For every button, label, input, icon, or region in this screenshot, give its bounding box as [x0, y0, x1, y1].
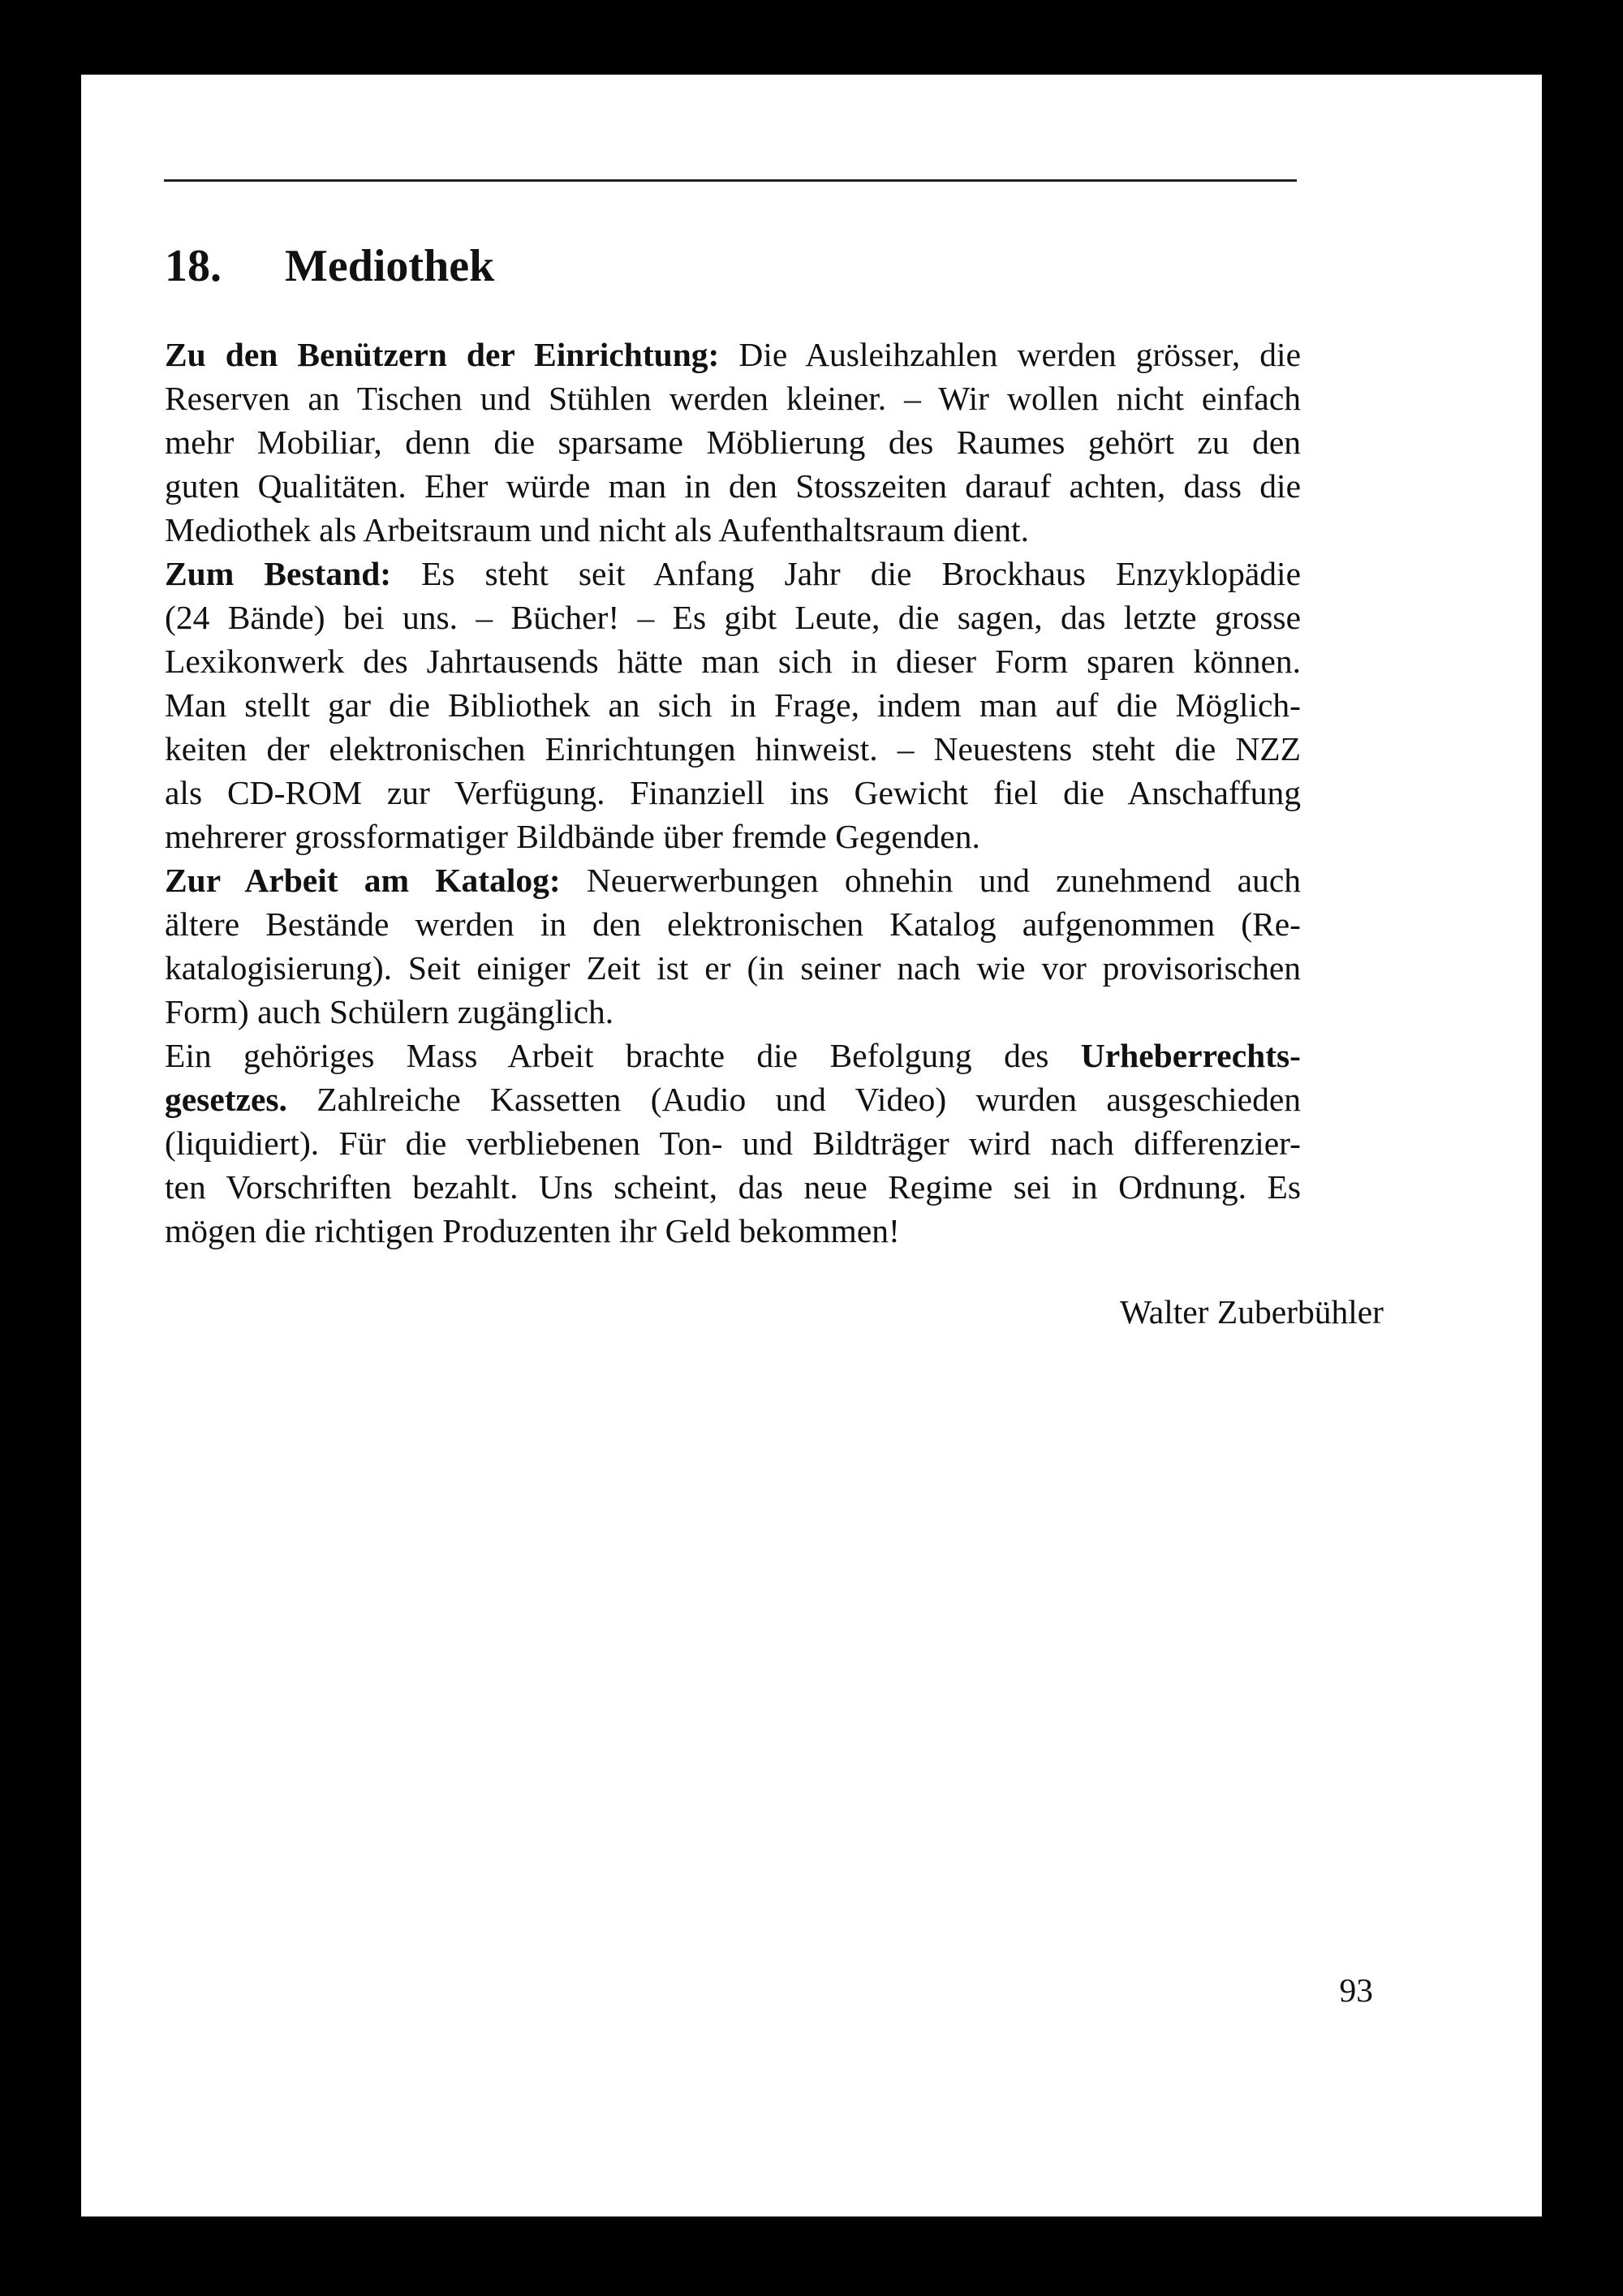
text-line: katalogisierung). Seit einiger Zeit ist er (in seiner nach wie vor provisorischen [165, 949, 1301, 987]
text-line: als CD-ROM zur Verfügung. Finanziell ins Gewicht fiel die Anschaffung [165, 774, 1301, 811]
text-line: (24 Bände) bei uns. – Bücher! – Es gibt Leute, die sagen, das letzte grosse [165, 599, 1301, 636]
author-signature: Walter Zuberbühler [1119, 1293, 1384, 1331]
header-rule [164, 179, 1297, 182]
text-line: Zu den Benützern der Einrichtung: Die Ausleihzahlen werden grösser, die [165, 336, 1301, 373]
text-line: mehr Mobiliar, denn die sparsame Möblierung des Raumes gehört zu den [165, 424, 1301, 461]
text-line: Zum Bestand: Es steht seit Anfang Jahr die Brockhaus Enzyklopädie [165, 555, 1301, 592]
page-number: 93 [1339, 1971, 1373, 2009]
section-title: Mediothek [285, 241, 495, 291]
text-line: ältere Bestände werden in den elektronischen Katalog aufgenommen (Re- [165, 905, 1301, 943]
text-line: Zur Arbeit am Katalog: Neuerwerbungen ohnehin und zunehmend auch [165, 862, 1301, 899]
text-line: ten Vorschriften bezahlt. Uns scheint, das neue Regime sei in Ordnung. Es [165, 1168, 1301, 1206]
text-line: Man stellt gar die Bibliothek an sich in Frage, indem man auf die Möglich- [165, 686, 1301, 724]
text-line: Lexikonwerk des Jahrtausends hätte man sich in dieser Form sparen können. [165, 643, 1301, 680]
section-heading [165, 243, 494, 289]
text-line: Mediothek als Arbeitsraum und nicht als Aufenthaltsraum dient. [165, 511, 1029, 548]
text-line: (liquidiert). Für die verbliebenen Ton- und Bildträger wird nach differenzier- [165, 1124, 1301, 1162]
text-line: mehrerer grossformatiger Bildbände über fremde Gegenden. [165, 818, 980, 855]
text-line: Reserven an Tischen und Stühlen werden kleiner. – Wir wollen nicht einfach [165, 380, 1301, 417]
section-number: 18. [165, 241, 222, 291]
text-line: Form) auch Schülern zugänglich. [165, 993, 614, 1030]
body-text [165, 333, 1301, 1253]
text-line: Ein gehöriges Mass Arbeit brachte die Befolgung des Urheberrechts- [165, 1037, 1301, 1074]
text-line: keiten der elektronischen Einrichtungen hinweist. – Neuestens steht die NZZ [165, 730, 1301, 767]
text-line: mögen die richtigen Produzenten ihr Geld bekommen! [165, 1212, 900, 1249]
text-line: gesetzes. Zahlreiche Kassetten (Audio und Video) wurden ausgeschieden [165, 1081, 1301, 1118]
text-line: guten Qualitäten. Eher würde man in den Stosszeiten darauf achten, dass die [165, 467, 1301, 505]
